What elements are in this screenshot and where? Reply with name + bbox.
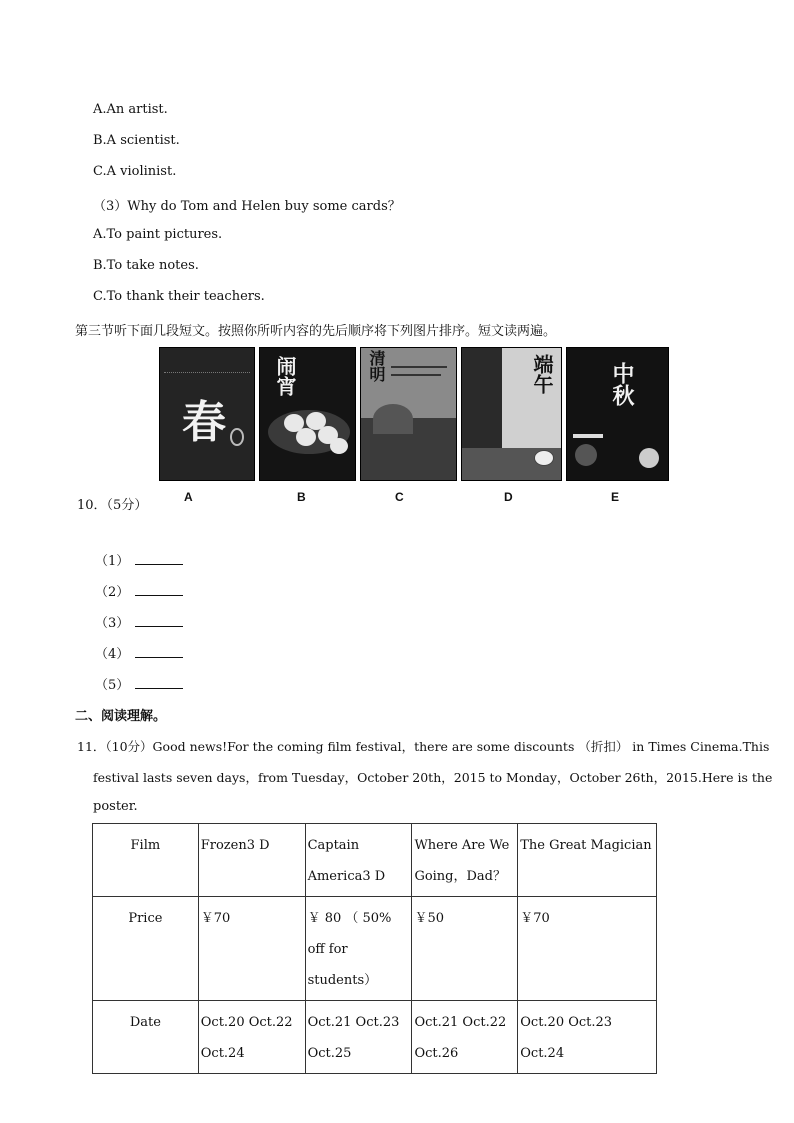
- blank-3-label: （3）: [95, 616, 130, 631]
- blank-5-label: （5）: [95, 678, 130, 693]
- blank-4-label: （4）: [95, 647, 130, 662]
- option-2a: A.An artist.: [93, 102, 168, 117]
- table-cell: Captain America3 D: [305, 824, 412, 897]
- poster-d-character: 端午: [530, 354, 554, 394]
- blank-2-line: [135, 584, 183, 596]
- table-cell: ￥ 80 （ 50% off for students）: [305, 897, 412, 1001]
- poster-a-image: [159, 347, 255, 481]
- blank-3-line: [135, 615, 183, 627]
- table-cell: Oct.21 Oct.22 Oct.26: [412, 1001, 518, 1074]
- table-row-price: [93, 897, 657, 1001]
- poster-a-label: A: [184, 490, 193, 504]
- table-cell: Oct.20 Oct.23 Oct.24: [518, 1001, 657, 1074]
- table-cell: Oct.20 Oct.22 Oct.24: [198, 1001, 305, 1074]
- festival-posters: [159, 347, 667, 479]
- table-cell: Frozen3 D: [198, 824, 305, 897]
- blank-4-line: [135, 646, 183, 658]
- question-11-line3: poster.: [93, 799, 138, 814]
- question-3: （3）Why do Tom and Helen buy some cards？: [93, 199, 401, 214]
- option-3b: B.To take notes.: [93, 258, 199, 273]
- table-cell: ￥70: [198, 897, 305, 1001]
- poster-b-label: B: [297, 490, 306, 504]
- table-cell: Where Are We Going，Dad？: [412, 824, 518, 897]
- option-3c: C.To thank their teachers.: [93, 289, 265, 304]
- poster-d-image: [461, 347, 562, 481]
- table-cell: Film: [93, 824, 199, 897]
- poster-e-character: 中秋: [609, 362, 635, 406]
- film-festival-table: [92, 823, 657, 1074]
- poster-a-character: 春: [182, 397, 226, 448]
- part2-title: 二、阅读理解。: [75, 709, 167, 724]
- blank-1-label: （1）: [95, 554, 130, 569]
- section3-instruction: 第三节听下面几段短文。按照你所听内容的先后顺序将下列图片排序。短文读两遍。: [75, 324, 557, 339]
- answer-blank-2[interactable]: [95, 581, 183, 600]
- blank-2-label: （2）: [95, 585, 130, 600]
- question-11-line1: 11．（10分）Good news!For the coming film festival，there are some discounts （折扣） in Times Cinema.This: [77, 739, 770, 754]
- table-cell: ￥50: [412, 897, 518, 1001]
- blank-1-line: [135, 553, 183, 565]
- table-cell: The Great Magician: [518, 824, 657, 897]
- question-10-title: 10．（5分）: [77, 498, 148, 513]
- answer-blank-3[interactable]: [95, 612, 183, 631]
- answer-blank-5[interactable]: [95, 674, 183, 693]
- poster-d-label: D: [504, 490, 513, 504]
- option-2b: B.A scientist.: [93, 133, 180, 148]
- option-2c: C.A violinist.: [93, 164, 177, 179]
- table-cell: Date: [93, 1001, 199, 1074]
- question-11-line2: festival lasts seven days，from Tuesday，October 20th，2015 to Monday，October 26th，2015.Here is the: [93, 770, 773, 785]
- blank-5-line: [135, 677, 183, 689]
- table-cell: Price: [93, 897, 199, 1001]
- poster-c-character: 清明: [367, 350, 386, 382]
- table-cell: ￥70: [518, 897, 657, 1001]
- poster-b-image: [259, 347, 356, 481]
- poster-e-label: E: [611, 490, 620, 504]
- table-cell: Oct.21 Oct.23 Oct.25: [305, 1001, 412, 1074]
- poster-c-label: C: [395, 490, 404, 504]
- answer-blank-4[interactable]: [95, 643, 183, 662]
- poster-c-image: [360, 347, 457, 481]
- table-row-header: [93, 824, 657, 897]
- answer-blank-1[interactable]: [95, 550, 183, 569]
- table-row-date: [93, 1001, 657, 1074]
- poster-e-image: [566, 347, 669, 481]
- option-3a: A.To paint pictures.: [93, 227, 223, 242]
- poster-b-character: 闹宵: [273, 356, 297, 396]
